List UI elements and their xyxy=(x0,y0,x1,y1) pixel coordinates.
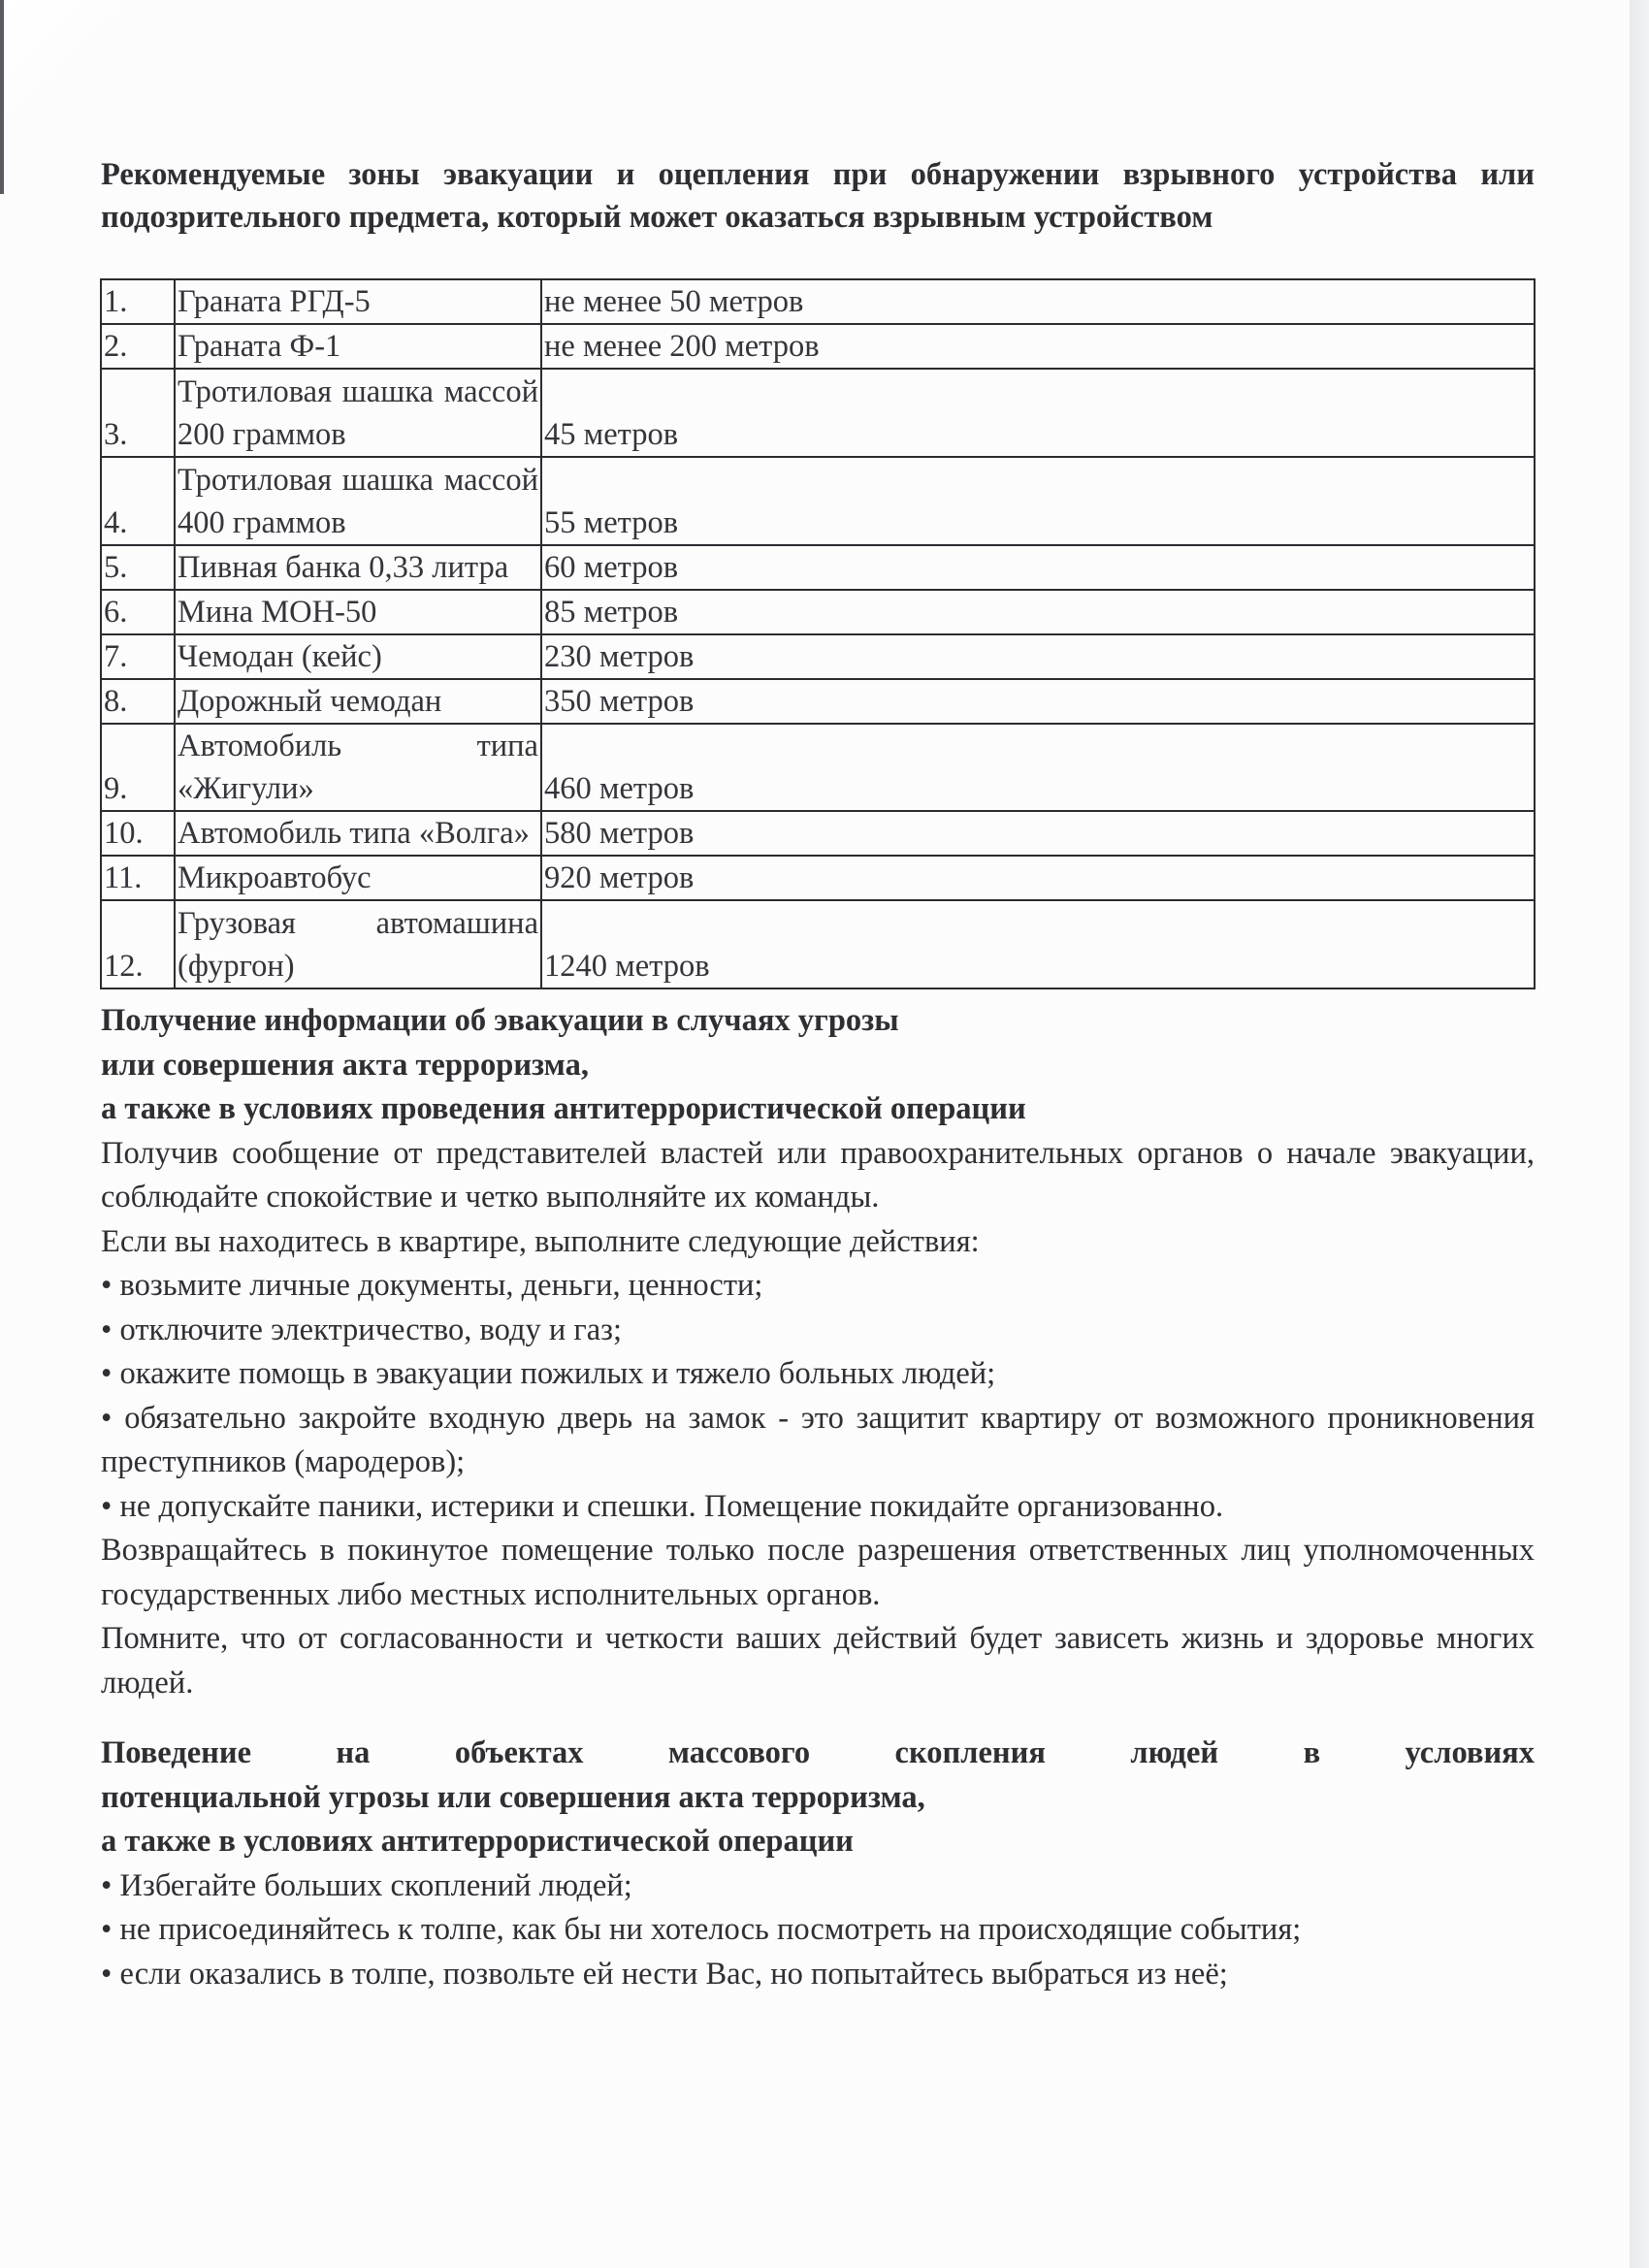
evacuation-distance: 350 метров xyxy=(541,679,1535,724)
device-type xyxy=(175,369,541,457)
row-number: 6. xyxy=(101,590,175,634)
bullet-item: • обязательно закройте входную дверь на замок - это защитит квартиру от возможного проникновения преступников (мародеров); xyxy=(101,1397,1535,1485)
section-2-heading-line: Получение информации об эвакуации в случаях угрозы xyxy=(101,1003,899,1038)
section-2 xyxy=(101,999,1535,1705)
table-row xyxy=(101,279,1535,324)
table-row xyxy=(101,590,1535,634)
section-3-heading-line: а также в условиях антитеррористической операции xyxy=(101,1824,854,1859)
evacuation-distance: 55 метров xyxy=(541,457,1535,545)
evacuation-distance: 60 метров xyxy=(541,545,1535,590)
row-number: 3. xyxy=(101,369,175,457)
row-number: 4. xyxy=(101,457,175,545)
device-type: Автомобиль типа «Жигули» xyxy=(175,724,541,811)
evacuation-distance: не менее 200 метров xyxy=(541,324,1535,369)
device-type: Пивная банка 0,33 литра xyxy=(175,545,541,590)
bullet-item: • Избегайте больших скоплений людей; xyxy=(101,1864,1535,1909)
device-type: Мина МОН-50 xyxy=(175,590,541,634)
device-type-text: Тротиловая шашка массой 200 граммов xyxy=(178,374,538,452)
bullet-item: • не допускайте паники, истерики и спешки. Помещение покидайте организованно. xyxy=(101,1485,1535,1530)
scan-edge-left xyxy=(0,0,4,194)
row-number: 2. xyxy=(101,324,175,369)
table-row xyxy=(101,324,1535,369)
bullet-item: • если оказались в толпе, позвольте ей нести Вас, но попытайтесь выбраться из неё; xyxy=(101,1953,1535,1997)
row-number: 1. xyxy=(101,279,175,324)
evacuation-distance: 230 метров xyxy=(541,634,1535,679)
evacuation-distance: не менее 50 метров xyxy=(541,279,1535,324)
row-number: 9. xyxy=(101,724,175,811)
table-row xyxy=(101,634,1535,679)
row-number: 11. xyxy=(101,856,175,900)
evacuation-distance: 85 метров xyxy=(541,590,1535,634)
section-1-title: Рекомендуемые зоны эвакуации и оцепления при обнаружении взрывного устройства или подозрительного предмета, который может оказаться взрывным устройством xyxy=(101,157,1535,235)
row-number: 7. xyxy=(101,634,175,679)
section-2-lead: Если вы находитесь в квартире, выполните следующие действия: xyxy=(101,1223,980,1259)
table-row xyxy=(101,856,1535,900)
device-type: Чемодан (кейс) xyxy=(175,634,541,679)
section-2-return-note: Возвращайтесь в покинутое помещение только после разрешения ответственных лиц уполномоченных государственных либо местных исполнительных органов. xyxy=(101,1533,1535,1612)
bullet-item: • отключите электричество, воду и газ; xyxy=(101,1309,1535,1353)
section-2-heading-line: а также в условиях проведения антитеррористической операции xyxy=(101,1091,1026,1126)
device-type: Микроавтобус xyxy=(175,856,541,900)
evacuation-distance: 45 метров xyxy=(541,369,1535,457)
row-number: 8. xyxy=(101,679,175,724)
row-number: 5. xyxy=(101,545,175,590)
device-type-text: Грузовая автомашина (фургон) xyxy=(178,906,538,984)
device-type-text: Тротиловая шашка массой 400 граммов xyxy=(178,463,538,540)
evacuation-distance: 920 метров xyxy=(541,856,1535,900)
section-3-heading-line: Поведение на объектах массового скопления людей в условиях xyxy=(101,1735,1535,1770)
section-3-heading-line: потенциальной угрозы или совершения акта терроризма, xyxy=(101,1779,925,1815)
table-row xyxy=(101,900,1535,988)
table-row xyxy=(101,545,1535,590)
evacuation-distance: 460 метров xyxy=(541,724,1535,811)
device-type xyxy=(175,457,541,545)
section-2-heading-line: или совершения акта терроризма, xyxy=(101,1047,589,1083)
evacuation-distance: 580 метров xyxy=(541,811,1535,856)
device-type: Граната РГД-5 xyxy=(175,279,541,324)
row-number: 10. xyxy=(101,811,175,856)
table-row xyxy=(101,457,1535,545)
table-row xyxy=(101,724,1535,811)
evacuation-zones-table xyxy=(100,278,1536,989)
evacuation-distance: 1240 метров xyxy=(541,900,1535,988)
device-type: Автомобиль типа «Волга» xyxy=(175,811,541,856)
row-number: 12. xyxy=(101,900,175,988)
scan-edge xyxy=(1630,0,1649,2268)
section-3 xyxy=(101,1732,1535,1996)
table-row xyxy=(101,811,1535,856)
table-row xyxy=(101,369,1535,457)
section-2-intro: Получив сообщение от представителей властей или правоохранительных органов о начале эвакуации, соблюдайте спокойствие и четко выполняйте их команды. xyxy=(101,1135,1535,1215)
device-type: Дорожный чемодан xyxy=(175,679,541,724)
bullet-item: • возьмите личные документы, деньги, ценности; xyxy=(101,1264,1535,1309)
bullet-item: • не присоединяйтесь к толпе, как бы ни хотелось посмотреть на происходящие события; xyxy=(101,1908,1535,1953)
device-type: Граната Ф-1 xyxy=(175,324,541,369)
table-row xyxy=(101,679,1535,724)
device-type xyxy=(175,900,541,988)
section-2-reminder: Помните, что от согласованности и четкости ваших действий будет зависеть жизнь и здоровье многих людей. xyxy=(101,1621,1535,1701)
bullet-item: • окажите помощь в эвакуации пожилых и тяжело больных людей; xyxy=(101,1352,1535,1397)
